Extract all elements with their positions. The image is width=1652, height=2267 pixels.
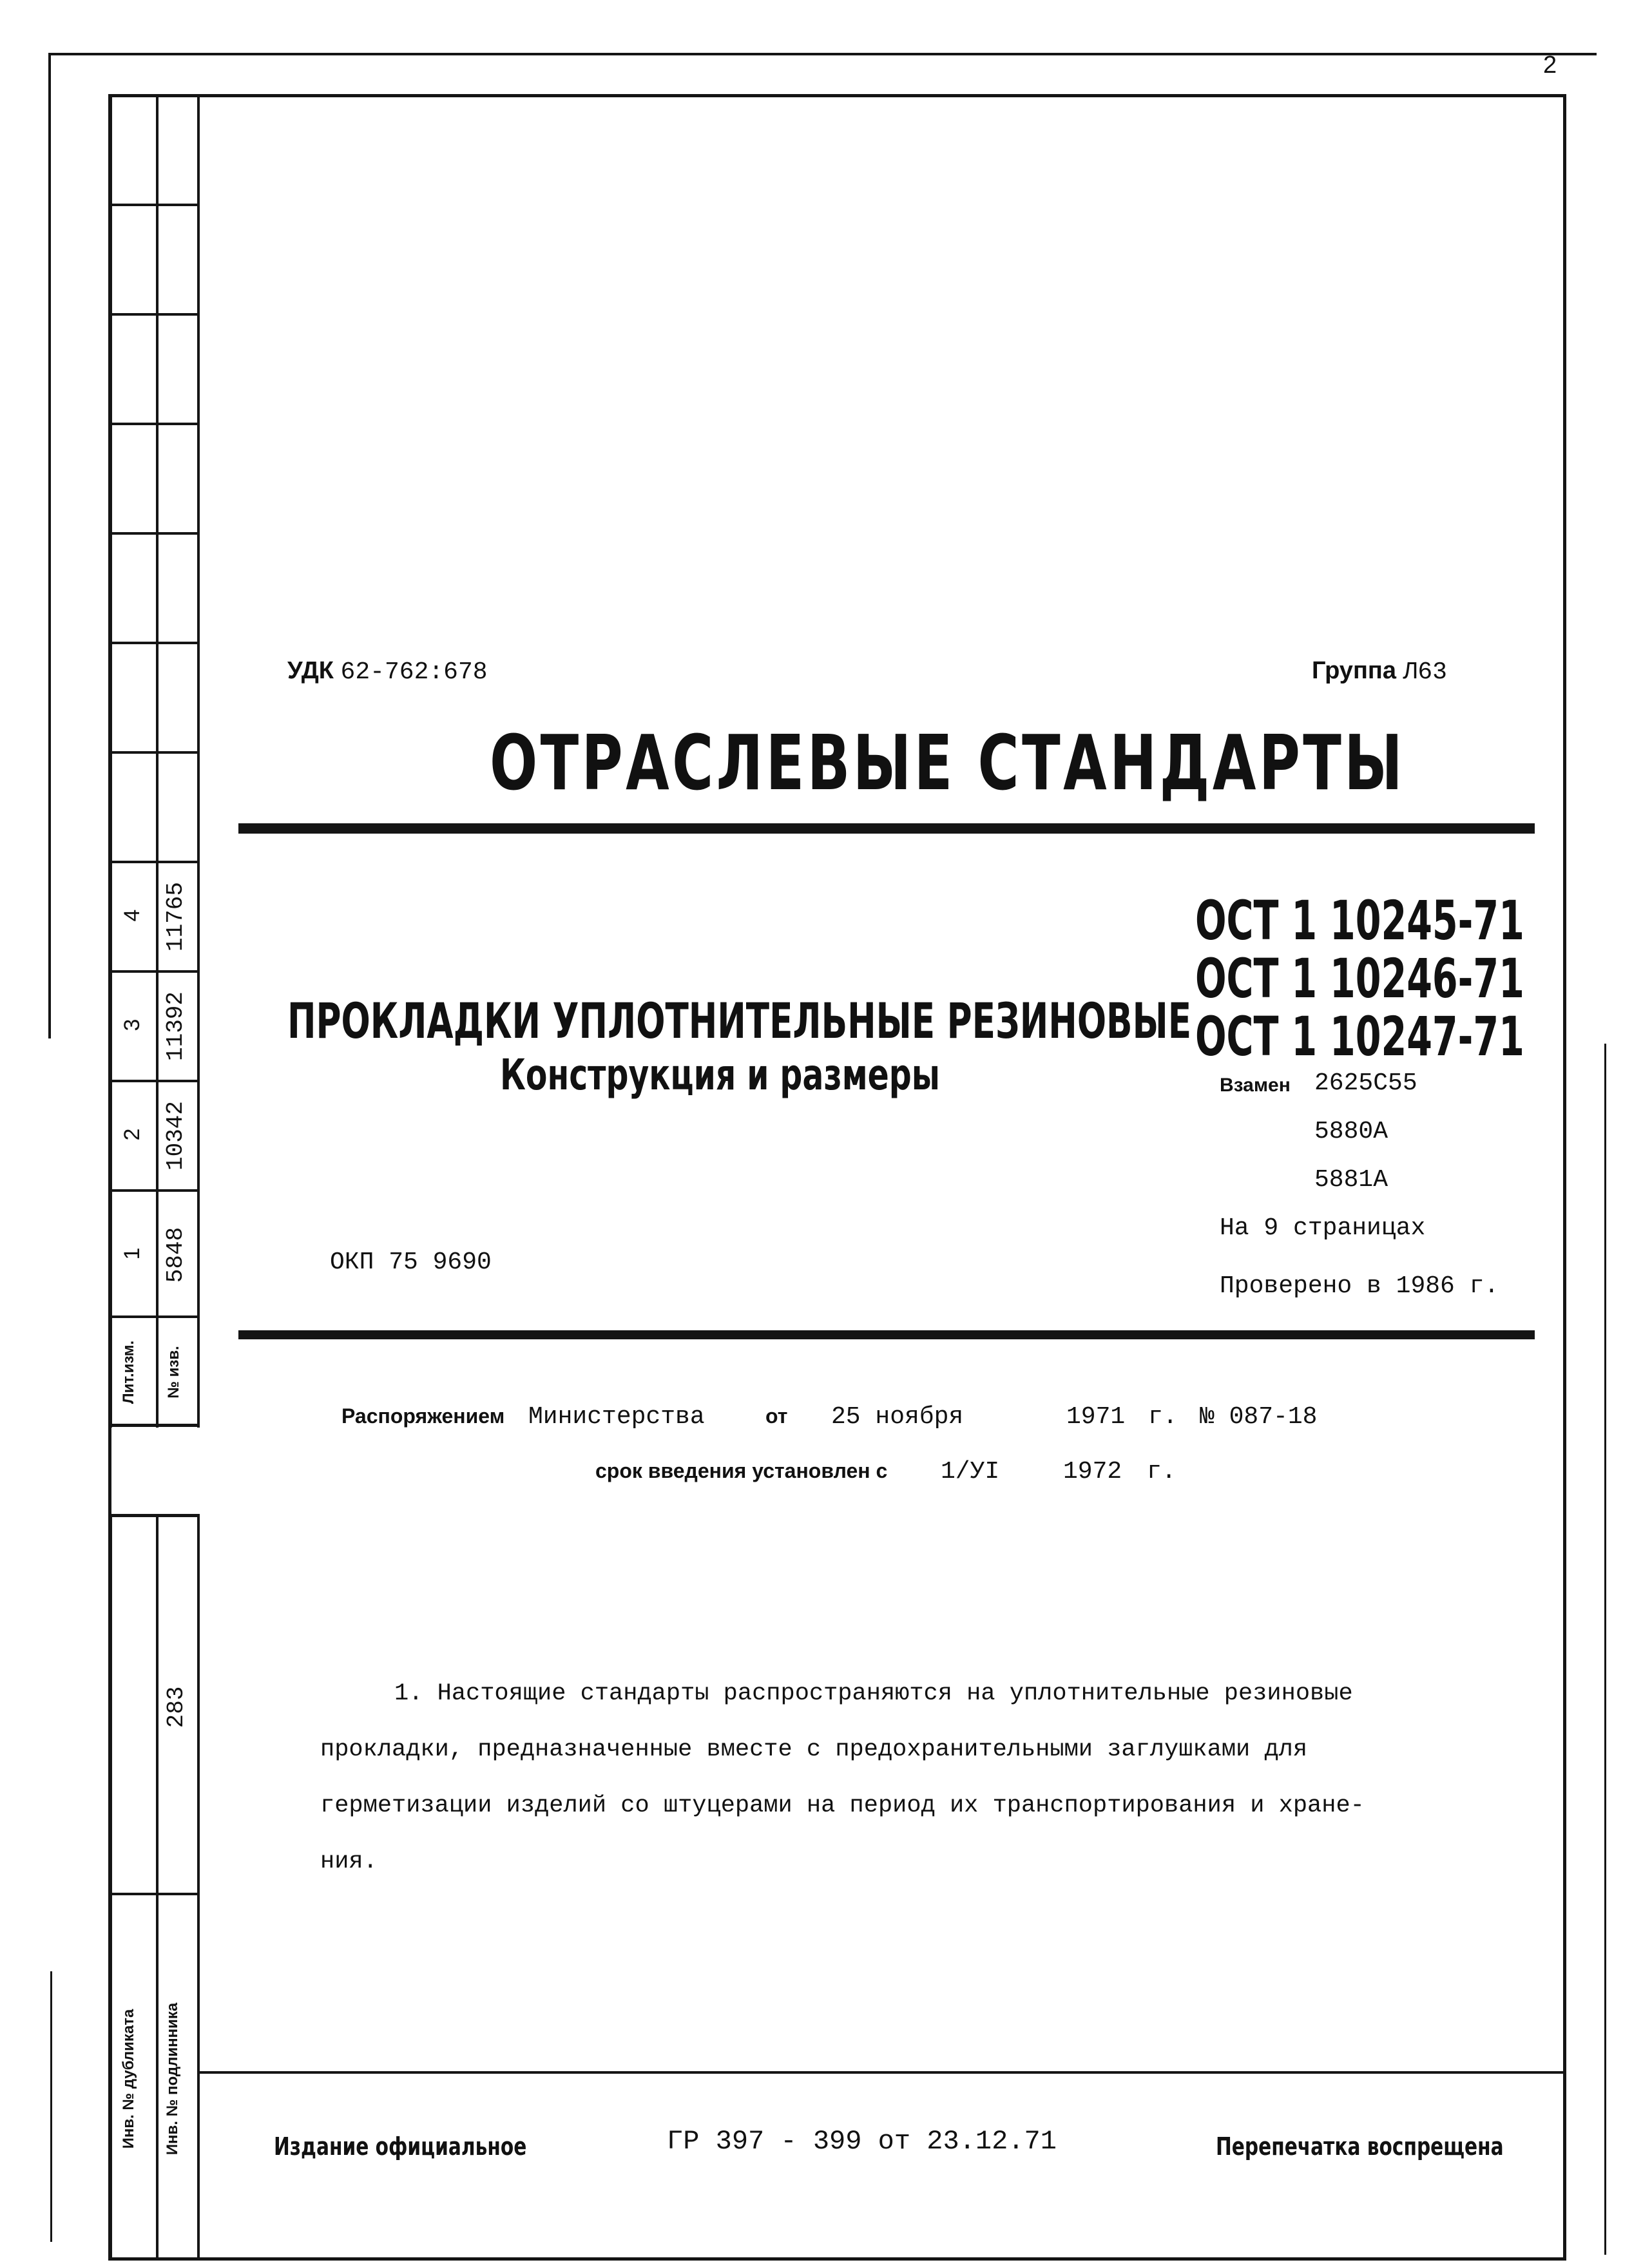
side-col-line-b — [156, 94, 158, 1428]
doc-number: 10342 — [162, 1100, 189, 1171]
standard-code: ОСТ 1 10247-71 — [1195, 1005, 1524, 1068]
inner-frame-top — [110, 94, 1566, 97]
udk-value: 62-762:678 — [340, 658, 488, 686]
replaces-label: Взамен — [1220, 1075, 1291, 1096]
footer-gr: ГР 397 - 399 от 23.12.71 — [667, 2126, 1057, 2157]
page-title: ОТРАСЛЕВЫЕ СТАНДАРТЫ — [490, 718, 1406, 807]
right-edge-stroke — [1604, 1044, 1606, 2255]
side-bottom-col-c — [197, 1514, 200, 2260]
decree-label: Распоряжением — [341, 1404, 505, 1428]
group-value: Л63 — [1403, 658, 1447, 686]
change-number: 1 — [120, 1247, 144, 1260]
intro-date: 1/УI — [941, 1458, 1000, 1486]
replaces-item: 2625С55 — [1314, 1069, 1417, 1097]
group-label: Группа — [1312, 657, 1396, 684]
intro-g: г. — [1147, 1458, 1177, 1486]
standard-code: ОСТ 1 10245-71 — [1195, 889, 1524, 952]
side-bottom-row — [110, 1893, 200, 1895]
inner-frame-bottom — [108, 2257, 1566, 2261]
decree-from: от — [765, 1404, 788, 1428]
dup-value: 283 — [163, 1686, 189, 1728]
side-row — [110, 204, 200, 206]
side-row — [110, 642, 200, 644]
decree-ministry: Министерства — [528, 1403, 705, 1431]
standard-title-box — [287, 992, 1579, 1049]
paragraph-line: ния. — [320, 1848, 378, 1875]
col-label-orig: Инв. № подлинника — [164, 2002, 181, 2156]
decree-date: 25 ноября — [831, 1403, 964, 1431]
rule-bottom — [238, 1330, 1535, 1339]
paragraph-line: прокладки, предназначенные вместе с предохранительными заглушками для — [320, 1736, 1308, 1763]
okp-code: ОКП 75 9690 — [330, 1248, 492, 1276]
side-row — [110, 751, 200, 754]
footer-edition: Издание официальное — [274, 2132, 527, 2161]
side-col-line-c — [197, 94, 200, 1428]
outer-frame-left — [48, 53, 51, 1038]
side-row — [110, 313, 200, 316]
change-number: 4 — [120, 909, 144, 922]
standard-title: ПРОКЛАДКИ УПЛОТНИТЕЛЬНЫЕ РЕЗИНОВЫЕ — [287, 992, 1192, 1049]
change-number: 2 — [120, 1128, 144, 1141]
paragraph-line: 1. Настоящие стандарты распространяются на уплотнительные резиновые — [394, 1680, 1353, 1707]
replaces-item: 5881А — [1314, 1166, 1388, 1194]
decree-number: № 087-18 — [1200, 1403, 1318, 1431]
side-col-line-a — [110, 94, 112, 1428]
decree-g: г. — [1148, 1403, 1178, 1431]
standard-subtitle-box — [500, 1050, 1095, 1100]
side-row — [110, 423, 200, 425]
replaces-item: 5880А — [1314, 1118, 1388, 1145]
paragraph-line: герметизации изделий со штуцерами на период их транспортирования и хране- — [320, 1792, 1365, 1819]
inner-frame-right — [1563, 94, 1566, 2259]
page-title-box — [490, 718, 1652, 807]
page-number: 2 — [1543, 52, 1557, 79]
group — [1312, 657, 1447, 686]
side-bottom-col-a — [110, 1514, 112, 2260]
udk — [287, 657, 488, 686]
outer-frame-top — [48, 53, 1597, 55]
rule-top — [238, 823, 1535, 834]
checked-note: Проверено в 1986 г. — [1220, 1272, 1499, 1300]
standard-subtitle: Конструкция и размеры — [500, 1050, 940, 1100]
standard-code: ОСТ 1 10246-71 — [1195, 947, 1524, 1010]
footer-divider — [200, 2071, 1566, 2074]
change-number: 3 — [120, 1019, 144, 1031]
intro-year: 1972 — [1063, 1458, 1122, 1486]
doc-number: 11392 — [162, 991, 189, 1062]
footer-reprint-box — [1216, 2132, 1585, 2161]
footer-reprint: Перепечатка воспрещена — [1216, 2132, 1504, 2161]
col-label-doc: № изв. — [165, 1346, 182, 1399]
left-edge-stroke — [50, 1971, 52, 2242]
doc-number: 5848 — [162, 1227, 189, 1283]
intro-label: срок введения установлен с — [595, 1459, 888, 1482]
doc-number: 11765 — [162, 881, 189, 952]
side-bottom-top — [110, 1514, 200, 1517]
decree-year: 1971 — [1066, 1403, 1126, 1431]
udk-label: УДК — [287, 657, 334, 684]
col-label-dup: Инв. № дубликата — [120, 2009, 137, 2149]
footer-edition-box — [274, 2132, 598, 2161]
side-bottom-col-b — [156, 1514, 158, 2260]
pages-count: На 9 страницах — [1220, 1214, 1426, 1242]
col-label-change: Лит.изм. — [120, 1340, 137, 1404]
side-row — [110, 532, 200, 535]
